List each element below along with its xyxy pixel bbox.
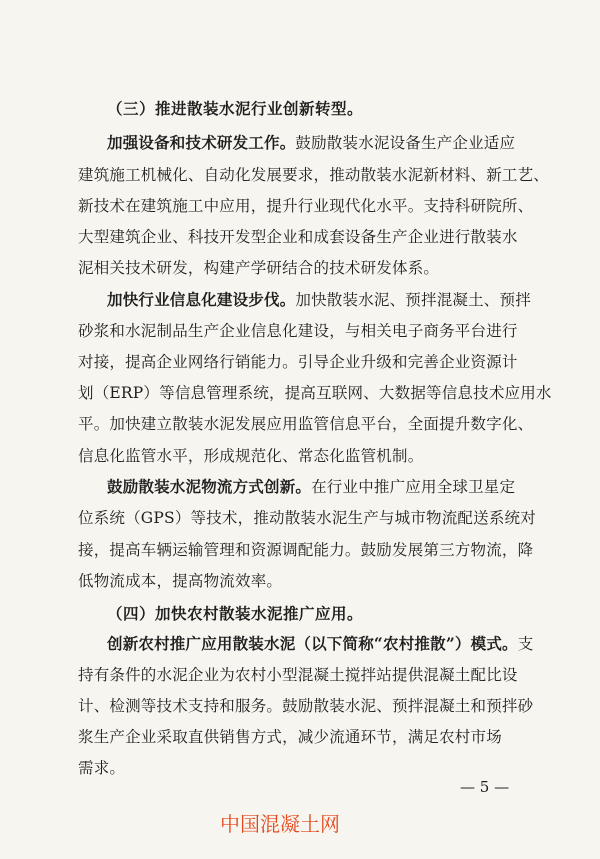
para3-line4: 低物流成本，提高物流效率。 — [78, 572, 283, 590]
para3-line1 — [107, 477, 515, 497]
para4-line4: 浆生产企业采取直供销售方式，减少流通环节，满足农村市场 — [78, 728, 502, 746]
para3-line2: 位系统（GPS）等技术，推动散装水泥生产与城市物流配送系统对 — [78, 509, 536, 527]
para1-line5: 泥相关技术研发，构建产学研结合的技术研发体系。 — [78, 259, 440, 277]
para1-lead: 加强设备和技术研发工作。 — [107, 133, 296, 152]
para1-line2: 建筑施工机械化、自动化发展要求，推动散装水泥新材料、新工艺、 — [78, 166, 550, 184]
watermark-logo-text: 中国混凝土网 — [220, 812, 340, 836]
para3-line3: 接，提高车辆运输管理和资源调配能力。鼓励发展第三方物流，降 — [78, 541, 534, 559]
section-heading-4: （四）加快农村散装水泥推广应用。 — [107, 604, 364, 623]
para4-line2: 持有条件的水泥企业为农村小型混凝土搅拌站提供混凝土配比设 — [78, 666, 518, 684]
para1-line4: 大型建筑企业、科技开发型企业和成套设备生产企业进行散装水 — [78, 228, 518, 246]
para2-line5: 平。加快建立散装水泥发展应用监管信息平台，全面提升数字化、 — [78, 415, 534, 433]
para4-lead: 创新农村推广应用散装水泥（以下简称“农村推散”）模式。 — [107, 634, 518, 653]
para4-line3: 计、检测等技术支持和服务。鼓励散装水泥、预拌混凝土和预拌砂 — [78, 697, 534, 715]
para4-line5: 需求。 — [78, 759, 126, 777]
page-number: — 5 — — [460, 778, 510, 796]
para2-text1: 加快散装水泥、预拌混凝土、预拌 — [295, 291, 531, 309]
para2-line6: 信息化监管水平，形成规范化、常态化监管机制。 — [78, 447, 424, 465]
para1-line3: 新技术在建筑施工中应用，提升行业现代化水平。支持科研院所、 — [78, 197, 534, 215]
para2-line3: 对接，提高企业网络行销能力。引导企业升级和完善企业资源计 — [78, 353, 518, 371]
para2-line4: 划（ERP）等信息管理系统，提高互联网、大数据等信息技术应用水 — [78, 384, 552, 402]
para3-text1: 在行业中推广应用全球卫星定 — [311, 478, 516, 496]
para4-line1 — [107, 634, 533, 654]
para2-line1 — [107, 290, 531, 310]
section-heading-3: （三）推进散装水泥行业创新转型。 — [107, 99, 364, 118]
para4-text1: 支 — [517, 635, 534, 653]
para1-line1 — [107, 133, 515, 153]
para2-lead: 加快行业信息化建设步伐。 — [107, 290, 296, 309]
para2-line2: 砂浆和水泥制品生产企业信息化建设，与相关电子商务平台进行 — [78, 322, 518, 340]
para3-lead: 鼓励散装水泥物流方式创新。 — [107, 477, 312, 496]
para1-text1: 鼓励散装水泥设备生产企业适应 — [295, 134, 516, 152]
